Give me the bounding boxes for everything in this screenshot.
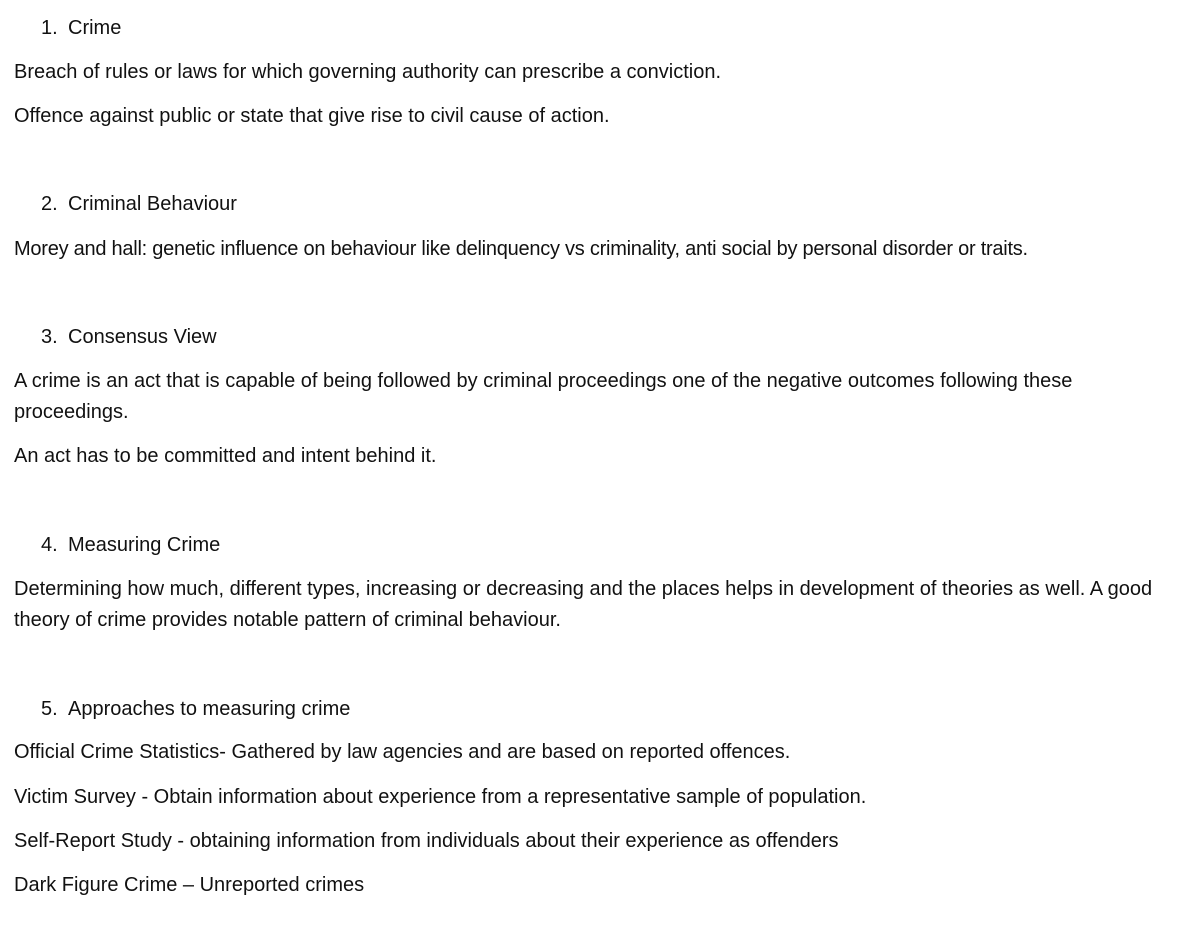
paragraph: Determining how much, different types, increasing or decreasing and the places helps in development of theories as well. A good theory of crime provides notable pattern of criminal behaviour. bbox=[14, 578, 1153, 631]
section-title: Approaches to measuring crime bbox=[68, 698, 351, 720]
section-title: Criminal Behaviour bbox=[68, 193, 237, 215]
paragraph: Self-Report Study - obtaining information from individuals about their experience as offenders bbox=[14, 830, 839, 852]
section-title: Consensus View bbox=[68, 326, 217, 348]
paragraph: Official Crime Statistics- Gathered by law agencies and are based on reported offences. bbox=[14, 741, 791, 763]
section-number: 5. bbox=[41, 698, 58, 720]
section-number: 2. bbox=[41, 193, 58, 215]
section-heading-approaches bbox=[41, 695, 350, 723]
section-title: Measuring Crime bbox=[68, 534, 221, 556]
section-title: Crime bbox=[68, 17, 122, 39]
paragraph: Victim Survey - Obtain information about experience from a representative sample of population. bbox=[14, 786, 867, 808]
section-heading-measuring-crime bbox=[41, 531, 220, 559]
section-heading-consensus-view bbox=[41, 323, 217, 351]
section-number: 1. bbox=[41, 17, 58, 39]
paragraph: Breach of rules or laws for which governing authority can prescribe a conviction. bbox=[14, 61, 722, 83]
section-heading-criminal-behaviour bbox=[41, 190, 237, 218]
section-number: 4. bbox=[41, 534, 58, 556]
paragraph: Dark Figure Crime – Unreported crimes bbox=[14, 874, 365, 896]
paragraph: Offence against public or state that give rise to civil cause of action. bbox=[14, 105, 610, 127]
section-number: 3. bbox=[41, 326, 58, 348]
paragraph: A crime is an act that is capable of being followed by criminal proceedings one of the negative outcomes following these proceedings. bbox=[14, 370, 1073, 423]
section-heading-crime bbox=[41, 14, 121, 42]
paragraph: Morey and hall: genetic influence on behaviour like delinquency vs criminality, anti social by personal disorder or traits. bbox=[14, 238, 1028, 260]
paragraph: An act has to be committed and intent behind it. bbox=[14, 445, 437, 467]
